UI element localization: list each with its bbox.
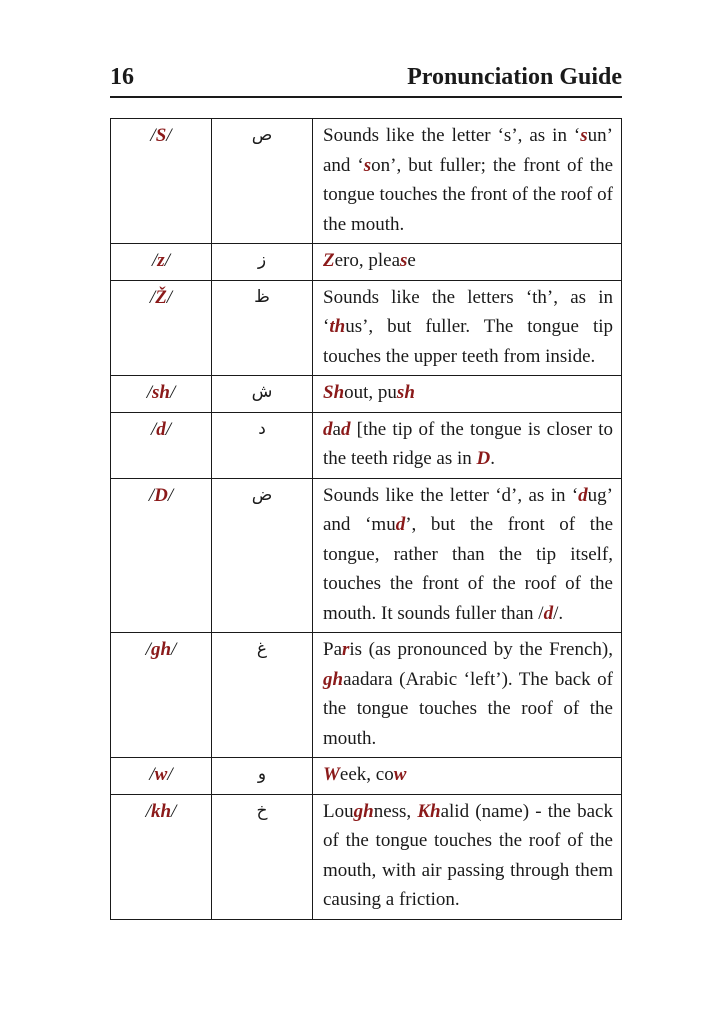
phonetic-symbol: d bbox=[156, 418, 166, 440]
table-row bbox=[111, 794, 622, 919]
phonetic-symbol-cell bbox=[111, 412, 212, 478]
phonetic-symbol: S bbox=[155, 125, 167, 146]
phonetic-symbol: kh bbox=[150, 800, 172, 822]
arabic-letter: ز bbox=[212, 244, 313, 281]
phonetic-symbol-cell bbox=[111, 280, 212, 376]
highlighted-sound: d bbox=[543, 602, 554, 624]
phonetic-symbol-cell bbox=[111, 794, 212, 919]
pronunciation-description bbox=[313, 376, 622, 413]
slash: / bbox=[149, 764, 155, 785]
page-header bbox=[110, 62, 622, 98]
arabic-letter: و bbox=[212, 758, 313, 795]
phonetic-symbol-cell bbox=[111, 633, 212, 758]
phonetic-symbol-cell bbox=[111, 376, 212, 413]
description-text: ’, but the front of the tongue, rather than the tip itself, touches the front of the roof of the mouth. It sounds fuller than / bbox=[323, 514, 613, 624]
arabic-letter: د bbox=[212, 412, 313, 478]
table-row bbox=[111, 376, 622, 413]
description-text: aadara (Arabic ‘left’). The back of the tongue touches the roof of the mouth. bbox=[323, 668, 613, 749]
page-title: Pronunciation Guide bbox=[407, 64, 622, 90]
slash: / bbox=[145, 800, 151, 822]
slash: / bbox=[167, 484, 174, 506]
pronunciation-description bbox=[313, 119, 622, 244]
slash: / bbox=[166, 125, 172, 146]
slash: / bbox=[152, 250, 158, 271]
arabic-letter: ظ bbox=[212, 280, 313, 376]
description-text: ero, plea bbox=[334, 250, 401, 271]
slash: / bbox=[165, 418, 172, 440]
description-text: Sounds like the letter ‘s’, as in ‘ bbox=[323, 125, 581, 146]
slash: / bbox=[164, 250, 170, 271]
slash: / bbox=[171, 639, 177, 660]
highlighted-sound: Sh bbox=[323, 382, 345, 403]
slash: / bbox=[150, 418, 157, 440]
table-row bbox=[111, 244, 622, 281]
highlighted-sound: sh bbox=[396, 382, 415, 403]
highlighted-sound: d bbox=[578, 484, 588, 506]
slash: / bbox=[169, 382, 176, 403]
description-text: out, pu bbox=[344, 382, 397, 403]
table-row bbox=[111, 119, 622, 244]
table-row bbox=[111, 478, 622, 633]
highlighted-sound: s bbox=[580, 125, 588, 146]
table-row bbox=[111, 280, 622, 376]
description-text: Sounds like the letter ‘d’, as in ‘ bbox=[323, 484, 579, 506]
description-text: un’ and ‘ bbox=[323, 125, 613, 176]
description-text: Sounds like the letters ‘th’, as in ‘ bbox=[323, 286, 613, 337]
phonetic-symbol: z bbox=[157, 250, 165, 271]
highlighted-sound: d bbox=[395, 514, 406, 535]
slash: / bbox=[150, 125, 156, 146]
highlighted-sound: gh bbox=[353, 800, 374, 822]
description-text: ug’ and ‘mu bbox=[323, 484, 613, 535]
description-text: alid (name) - the back of the tongue touches the roof of the mouth, with air passing through them causing a friction. bbox=[323, 800, 613, 910]
pronunciation-table bbox=[110, 118, 622, 920]
phonetic-symbol-cell bbox=[111, 119, 212, 244]
description-text: ness, bbox=[373, 800, 418, 822]
phonetic-symbol: sh bbox=[152, 382, 170, 403]
slash: / bbox=[148, 484, 155, 506]
pronunciation-description bbox=[313, 633, 622, 758]
description-text: e bbox=[407, 250, 416, 271]
slash: / bbox=[171, 800, 177, 822]
highlighted-sound: s bbox=[363, 154, 372, 176]
table-row bbox=[111, 633, 622, 758]
arabic-letter: خ bbox=[212, 794, 313, 919]
page-number: 16 bbox=[110, 64, 134, 90]
phonetic-symbol: gh bbox=[150, 639, 172, 660]
slash: / bbox=[145, 639, 151, 660]
pronunciation-description bbox=[313, 794, 622, 919]
description-text: on’, but fuller; the front of the tongue touches the front of the roof of the mouth. bbox=[323, 154, 613, 235]
table-row bbox=[111, 412, 622, 478]
pronunciation-description bbox=[313, 280, 622, 376]
phonetic-symbol-cell bbox=[111, 758, 212, 795]
slash: / bbox=[146, 382, 153, 403]
highlighted-sound: d bbox=[340, 418, 351, 440]
description-text: [the tip of the tongue is closer to the teeth ridge as in bbox=[323, 418, 613, 469]
highlighted-sound: d bbox=[323, 418, 333, 440]
arabic-letter: ش bbox=[212, 376, 313, 413]
pronunciation-description bbox=[313, 412, 622, 478]
highlighted-sound: Kh bbox=[417, 800, 441, 822]
highlighted-sound: gh bbox=[323, 668, 344, 690]
highlighted-sound: W bbox=[323, 764, 340, 785]
highlighted-sound: D bbox=[476, 448, 491, 469]
description-text: is (as pronounced by the French), bbox=[349, 639, 613, 660]
arabic-letter: ص bbox=[212, 119, 313, 244]
phonetic-symbol: w bbox=[154, 764, 168, 785]
slash: / bbox=[167, 764, 173, 785]
pronunciation-description bbox=[313, 244, 622, 281]
description-text: . bbox=[490, 448, 496, 469]
phonetic-symbol: Ž bbox=[155, 286, 167, 308]
description-text: Lou bbox=[323, 800, 354, 822]
phonetic-symbol-cell bbox=[111, 478, 212, 633]
slash: / bbox=[149, 286, 156, 308]
highlighted-sound: w bbox=[393, 764, 407, 785]
description-text: us’, but fuller. The tongue tip touches the upper teeth from inside. bbox=[323, 316, 613, 367]
description-text: a bbox=[332, 418, 341, 440]
arabic-letter: غ bbox=[212, 633, 313, 758]
description-text: /. bbox=[553, 602, 564, 624]
highlighted-sound: Z bbox=[323, 250, 335, 271]
slash: / bbox=[166, 286, 173, 308]
phonetic-symbol: D bbox=[154, 484, 168, 506]
highlighted-sound: s bbox=[400, 250, 408, 271]
description-text: Pa bbox=[323, 639, 342, 660]
highlighted-sound: th bbox=[329, 316, 346, 337]
highlighted-sound: r bbox=[342, 639, 350, 660]
header-rule bbox=[110, 96, 622, 98]
description-text: eek, co bbox=[339, 764, 394, 785]
pronunciation-description bbox=[313, 478, 622, 633]
pronunciation-table-body bbox=[111, 119, 622, 920]
phonetic-symbol-cell bbox=[111, 244, 212, 281]
pronunciation-description bbox=[313, 758, 622, 795]
table-row bbox=[111, 758, 622, 795]
arabic-letter: ض bbox=[212, 478, 313, 633]
